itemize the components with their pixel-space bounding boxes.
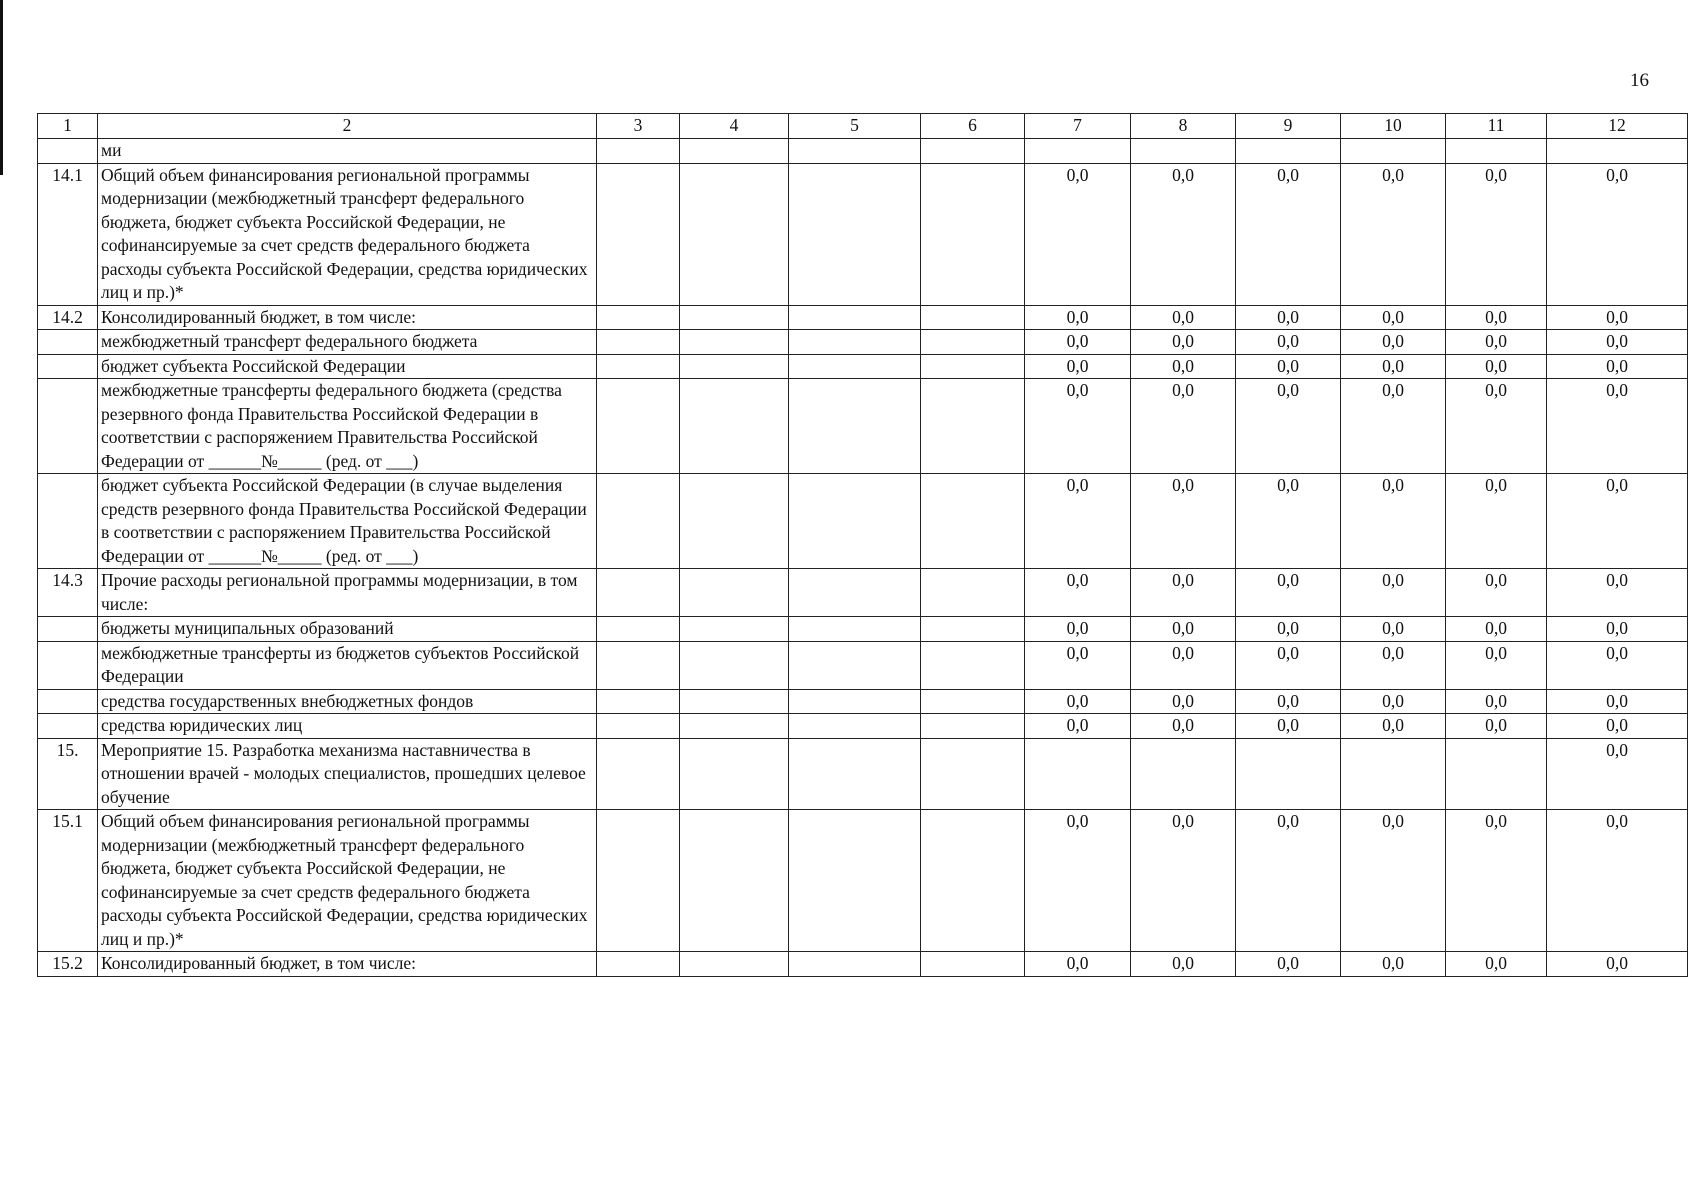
- table-row: [38, 354, 1688, 379]
- table-row: [38, 330, 1688, 355]
- row-description: бюджет субъекта Российской Федерации: [98, 354, 597, 379]
- value-cell: 0,0: [1131, 354, 1236, 379]
- row-description: бюджет субъекта Российской Федерации (в случае выделения средств резервного фонда Правительства Российской Федерации в соответствии с распоряжением Правительства Российской Федерации от ______№_____ (ред. от ___): [98, 474, 597, 569]
- value-cell: [1341, 139, 1446, 164]
- row-description: Общий объем финансирования региональной программы модернизации (межбюджетный трансферт федерального бюджета, бюджет субъекта Российской Федерации, не софинансируемые за счет средств федерального бюджета расходы субъекта Российской Федерации, средства юридических лиц и пр.)*: [98, 810, 597, 952]
- row-number: 15.: [38, 738, 98, 810]
- empty-cell: [680, 952, 789, 977]
- empty-cell: [921, 641, 1025, 689]
- table-row: [38, 641, 1688, 689]
- row-number: [38, 330, 98, 355]
- empty-cell: [597, 810, 680, 952]
- empty-cell: [921, 163, 1025, 305]
- row-description: Консолидированный бюджет, в том числе:: [98, 952, 597, 977]
- empty-cell: [597, 330, 680, 355]
- value-cell: 0,0: [1131, 163, 1236, 305]
- empty-cell: [789, 379, 921, 474]
- value-cell: 0,0: [1446, 689, 1547, 714]
- empty-cell: [597, 617, 680, 642]
- value-cell: 0,0: [1131, 714, 1236, 739]
- empty-cell: [789, 305, 921, 330]
- empty-cell: [597, 379, 680, 474]
- column-header: 10: [1341, 114, 1446, 139]
- value-cell: [1236, 139, 1341, 164]
- empty-cell: [597, 641, 680, 689]
- table-row: [38, 738, 1688, 810]
- empty-cell: [921, 952, 1025, 977]
- column-header: 4: [680, 114, 789, 139]
- row-description: Общий объем финансирования региональной программы модернизации (межбюджетный трансферт федерального бюджета, бюджет субъекта Российской Федерации, не софинансируемые за счет средств федерального бюджета расходы субъекта Российской Федерации, средства юридических лиц и пр.)*: [98, 163, 597, 305]
- row-description: бюджеты муниципальных образований: [98, 617, 597, 642]
- value-cell: 0,0: [1236, 330, 1341, 355]
- value-cell: 0,0: [1547, 569, 1688, 617]
- empty-cell: [789, 689, 921, 714]
- empty-cell: [921, 569, 1025, 617]
- table-row: [38, 810, 1688, 952]
- empty-cell: [921, 330, 1025, 355]
- row-description: ми: [98, 139, 597, 164]
- empty-cell: [597, 305, 680, 330]
- row-number: 15.2: [38, 952, 98, 977]
- column-header: 12: [1547, 114, 1688, 139]
- row-description: Консолидированный бюджет, в том числе:: [98, 305, 597, 330]
- empty-cell: [680, 689, 789, 714]
- table-row: [38, 474, 1688, 569]
- value-cell: 0,0: [1547, 617, 1688, 642]
- empty-cell: [789, 163, 921, 305]
- empty-cell: [597, 354, 680, 379]
- value-cell: 0,0: [1236, 714, 1341, 739]
- column-header: 8: [1131, 114, 1236, 139]
- value-cell: 0,0: [1025, 952, 1131, 977]
- empty-cell: [789, 354, 921, 379]
- empty-cell: [597, 689, 680, 714]
- empty-cell: [921, 474, 1025, 569]
- table-row: [38, 714, 1688, 739]
- margin-mark: [0, 0, 3, 175]
- value-cell: 0,0: [1341, 714, 1446, 739]
- empty-cell: [597, 474, 680, 569]
- column-header: 6: [921, 114, 1025, 139]
- budget-table: [37, 113, 1688, 977]
- empty-cell: [597, 952, 680, 977]
- table-row: [38, 139, 1688, 164]
- value-cell: [1131, 738, 1236, 810]
- value-cell: 0,0: [1025, 569, 1131, 617]
- row-number: 14.1: [38, 163, 98, 305]
- row-number: 14.3: [38, 569, 98, 617]
- value-cell: 0,0: [1547, 738, 1688, 810]
- value-cell: 0,0: [1131, 617, 1236, 642]
- value-cell: 0,0: [1025, 810, 1131, 952]
- value-cell: 0,0: [1236, 569, 1341, 617]
- value-cell: 0,0: [1446, 714, 1547, 739]
- row-number: [38, 714, 98, 739]
- value-cell: 0,0: [1341, 354, 1446, 379]
- page-number: 16: [1630, 70, 1649, 91]
- empty-cell: [921, 689, 1025, 714]
- value-cell: [1025, 139, 1131, 164]
- value-cell: 0,0: [1446, 379, 1547, 474]
- column-header: 1: [38, 114, 98, 139]
- value-cell: [1446, 139, 1547, 164]
- column-header: 11: [1446, 114, 1547, 139]
- value-cell: 0,0: [1131, 810, 1236, 952]
- value-cell: 0,0: [1547, 163, 1688, 305]
- value-cell: 0,0: [1236, 163, 1341, 305]
- value-cell: 0,0: [1341, 305, 1446, 330]
- column-header: 5: [789, 114, 921, 139]
- empty-cell: [789, 474, 921, 569]
- value-cell: 0,0: [1446, 617, 1547, 642]
- row-description: межбюджетный трансферт федерального бюджета: [98, 330, 597, 355]
- column-header: 3: [597, 114, 680, 139]
- header-row: [38, 114, 1688, 139]
- table-row: [38, 569, 1688, 617]
- value-cell: [1446, 738, 1547, 810]
- value-cell: 0,0: [1025, 379, 1131, 474]
- empty-cell: [680, 379, 789, 474]
- value-cell: 0,0: [1547, 952, 1688, 977]
- value-cell: 0,0: [1446, 641, 1547, 689]
- row-description: Мероприятие 15. Разработка механизма наставничества в отношении врачей - молодых специалистов, прошедших целевое обучение: [98, 738, 597, 810]
- value-cell: 0,0: [1025, 617, 1131, 642]
- row-number: [38, 474, 98, 569]
- value-cell: 0,0: [1341, 474, 1446, 569]
- value-cell: 0,0: [1025, 305, 1131, 330]
- value-cell: 0,0: [1341, 569, 1446, 617]
- empty-cell: [789, 714, 921, 739]
- row-description: Прочие расходы региональной программы модернизации, в том числе:: [98, 569, 597, 617]
- value-cell: 0,0: [1236, 305, 1341, 330]
- table-row: [38, 379, 1688, 474]
- empty-cell: [921, 305, 1025, 330]
- empty-cell: [680, 738, 789, 810]
- value-cell: 0,0: [1131, 474, 1236, 569]
- value-cell: 0,0: [1446, 474, 1547, 569]
- value-cell: 0,0: [1341, 379, 1446, 474]
- value-cell: 0,0: [1341, 952, 1446, 977]
- table-row: [38, 689, 1688, 714]
- empty-cell: [789, 569, 921, 617]
- value-cell: 0,0: [1025, 641, 1131, 689]
- value-cell: 0,0: [1131, 689, 1236, 714]
- value-cell: 0,0: [1446, 354, 1547, 379]
- value-cell: 0,0: [1236, 617, 1341, 642]
- empty-cell: [680, 617, 789, 642]
- value-cell: 0,0: [1236, 952, 1341, 977]
- value-cell: 0,0: [1236, 641, 1341, 689]
- empty-cell: [680, 810, 789, 952]
- value-cell: 0,0: [1341, 617, 1446, 642]
- empty-cell: [597, 139, 680, 164]
- value-cell: 0,0: [1341, 163, 1446, 305]
- table-row: [38, 163, 1688, 305]
- empty-cell: [680, 569, 789, 617]
- value-cell: 0,0: [1236, 689, 1341, 714]
- empty-cell: [921, 379, 1025, 474]
- value-cell: 0,0: [1131, 330, 1236, 355]
- value-cell: 0,0: [1131, 952, 1236, 977]
- row-number: [38, 641, 98, 689]
- table-row: [38, 305, 1688, 330]
- value-cell: 0,0: [1547, 689, 1688, 714]
- value-cell: 0,0: [1547, 641, 1688, 689]
- value-cell: 0,0: [1131, 641, 1236, 689]
- value-cell: 0,0: [1547, 810, 1688, 952]
- value-cell: 0,0: [1131, 379, 1236, 474]
- value-cell: [1341, 738, 1446, 810]
- column-header: 2: [98, 114, 597, 139]
- value-cell: 0,0: [1236, 810, 1341, 952]
- value-cell: 0,0: [1025, 330, 1131, 355]
- empty-cell: [921, 714, 1025, 739]
- row-number: 15.1: [38, 810, 98, 952]
- value-cell: 0,0: [1341, 689, 1446, 714]
- column-header: 7: [1025, 114, 1131, 139]
- column-header: 9: [1236, 114, 1341, 139]
- empty-cell: [921, 810, 1025, 952]
- row-description: средства государственных внебюджетных фондов: [98, 689, 597, 714]
- table-row: [38, 952, 1688, 977]
- empty-cell: [597, 714, 680, 739]
- value-cell: 0,0: [1547, 379, 1688, 474]
- empty-cell: [680, 305, 789, 330]
- value-cell: 0,0: [1547, 305, 1688, 330]
- value-cell: 0,0: [1446, 569, 1547, 617]
- value-cell: 0,0: [1446, 810, 1547, 952]
- value-cell: 0,0: [1341, 330, 1446, 355]
- value-cell: 0,0: [1236, 474, 1341, 569]
- empty-cell: [789, 330, 921, 355]
- empty-cell: [921, 354, 1025, 379]
- value-cell: [1547, 139, 1688, 164]
- value-cell: 0,0: [1341, 810, 1446, 952]
- value-cell: 0,0: [1131, 305, 1236, 330]
- value-cell: 0,0: [1341, 641, 1446, 689]
- empty-cell: [921, 139, 1025, 164]
- empty-cell: [680, 330, 789, 355]
- empty-cell: [789, 139, 921, 164]
- value-cell: [1025, 738, 1131, 810]
- empty-cell: [597, 738, 680, 810]
- value-cell: 0,0: [1025, 474, 1131, 569]
- value-cell: 0,0: [1236, 354, 1341, 379]
- value-cell: 0,0: [1025, 354, 1131, 379]
- empty-cell: [921, 617, 1025, 642]
- value-cell: 0,0: [1446, 952, 1547, 977]
- value-cell: [1131, 139, 1236, 164]
- row-number: 14.2: [38, 305, 98, 330]
- value-cell: 0,0: [1547, 474, 1688, 569]
- empty-cell: [921, 738, 1025, 810]
- value-cell: 0,0: [1025, 714, 1131, 739]
- empty-cell: [789, 952, 921, 977]
- value-cell: 0,0: [1025, 689, 1131, 714]
- value-cell: [1236, 738, 1341, 810]
- row-number: [38, 617, 98, 642]
- value-cell: 0,0: [1547, 330, 1688, 355]
- row-description: средства юридических лиц: [98, 714, 597, 739]
- value-cell: 0,0: [1446, 163, 1547, 305]
- empty-cell: [789, 810, 921, 952]
- row-number: [38, 139, 98, 164]
- value-cell: 0,0: [1446, 330, 1547, 355]
- row-description: межбюджетные трансферты из бюджетов субъектов Российской Федерации: [98, 641, 597, 689]
- value-cell: 0,0: [1131, 569, 1236, 617]
- empty-cell: [680, 163, 789, 305]
- value-cell: 0,0: [1547, 354, 1688, 379]
- empty-cell: [597, 569, 680, 617]
- empty-cell: [789, 738, 921, 810]
- empty-cell: [680, 714, 789, 739]
- empty-cell: [597, 163, 680, 305]
- value-cell: 0,0: [1025, 163, 1131, 305]
- value-cell: 0,0: [1446, 305, 1547, 330]
- table-row: [38, 617, 1688, 642]
- empty-cell: [680, 474, 789, 569]
- empty-cell: [680, 354, 789, 379]
- row-number: [38, 689, 98, 714]
- value-cell: 0,0: [1236, 379, 1341, 474]
- empty-cell: [789, 617, 921, 642]
- empty-cell: [680, 641, 789, 689]
- row-number: [38, 354, 98, 379]
- empty-cell: [789, 641, 921, 689]
- empty-cell: [680, 139, 789, 164]
- row-description: межбюджетные трансферты федерального бюджета (средства резервного фонда Правительства Российской Федерации в соответствии с распоряжением Правительства Российской Федерации от ______№_____ (ред. от ___): [98, 379, 597, 474]
- row-number: [38, 379, 98, 474]
- value-cell: 0,0: [1547, 714, 1688, 739]
